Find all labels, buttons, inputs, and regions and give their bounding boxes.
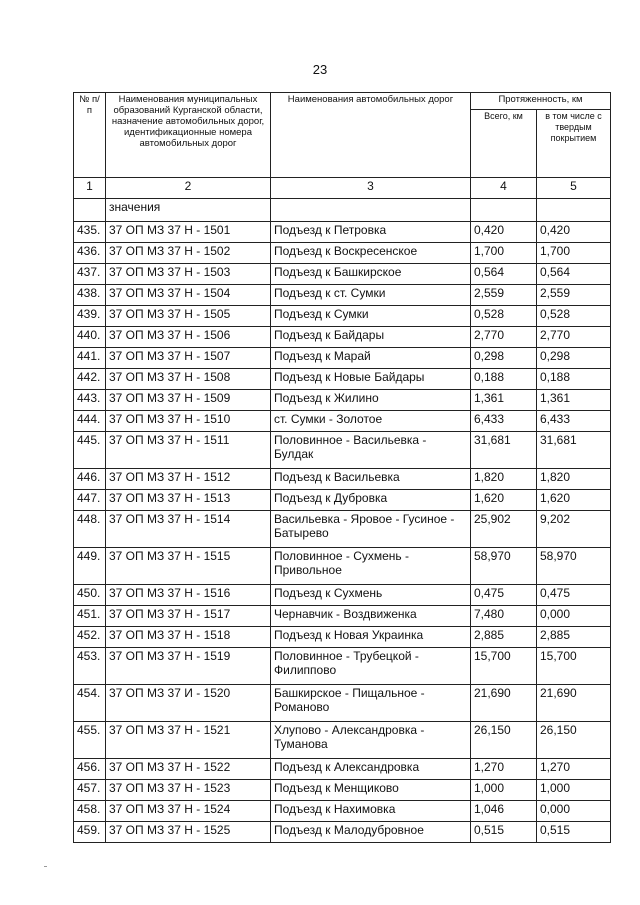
- road-name: Подъезд к Менщиково: [271, 780, 471, 801]
- road-name: Подъезд к Петровка: [271, 222, 471, 243]
- header-number: № п/п: [74, 93, 106, 178]
- road-identifier: 37 ОП МЗ 37 Н - 1521: [106, 722, 271, 759]
- column-number: 2: [106, 178, 271, 199]
- row-number: 450.: [74, 585, 106, 606]
- length-paved: 0,528: [537, 306, 611, 327]
- table-row: [74, 585, 611, 606]
- road-name: Хлупово - Александровка - Туманова: [271, 722, 471, 759]
- length-paved: 2,770: [537, 327, 611, 348]
- length-total: 0,475: [471, 585, 537, 606]
- road-identifier: 37 ОП МЗ 37 Н - 1515: [106, 548, 271, 585]
- length-total: 0,564: [471, 264, 537, 285]
- road-identifier: 37 ОП МЗ 37 Н - 1522: [106, 759, 271, 780]
- row-number: 445.: [74, 432, 106, 469]
- length-paved: 0,420: [537, 222, 611, 243]
- row-number: 442.: [74, 369, 106, 390]
- table-row: [74, 306, 611, 327]
- row-number: 457.: [74, 780, 106, 801]
- length-paved: 0,515: [537, 822, 611, 843]
- row-number: 437.: [74, 264, 106, 285]
- length-total: 1,820: [471, 469, 537, 490]
- row-number: 458.: [74, 801, 106, 822]
- row-number: 451.: [74, 606, 106, 627]
- length-paved: 1,700: [537, 243, 611, 264]
- length-paved: 1,361: [537, 390, 611, 411]
- table-row: [74, 722, 611, 759]
- road-name: Башкирское - Пищальное - Романово: [271, 685, 471, 722]
- length-paved: 15,700: [537, 648, 611, 685]
- road-name: Половинное - Васильевка - Булдак: [271, 432, 471, 469]
- continuation-cell: [271, 199, 471, 222]
- continuation-cell: [537, 199, 611, 222]
- row-number: 440.: [74, 327, 106, 348]
- row-number: 438.: [74, 285, 106, 306]
- road-name: Васильевка - Яровое - Гусиное - Батырево: [271, 511, 471, 548]
- length-total: 1,620: [471, 490, 537, 511]
- road-identifier: 37 ОП МЗ 37 И - 1520: [106, 685, 271, 722]
- length-total: 25,902: [471, 511, 537, 548]
- continuation-text: значения: [106, 199, 271, 222]
- road-name: Чернавчик - Воздвиженка: [271, 606, 471, 627]
- length-total: 1,361: [471, 390, 537, 411]
- header-road-names: Наименования автомобильных дорог: [271, 93, 471, 178]
- road-name: Подъезд к Сухмень: [271, 585, 471, 606]
- row-number: 447.: [74, 490, 106, 511]
- table-row: [74, 627, 611, 648]
- road-identifier: 37 ОП МЗ 37 Н - 1505: [106, 306, 271, 327]
- table-row: [74, 801, 611, 822]
- length-total: 2,770: [471, 327, 537, 348]
- length-total: 1,000: [471, 780, 537, 801]
- table-row: [74, 390, 611, 411]
- length-total: 0,420: [471, 222, 537, 243]
- road-identifier: 37 ОП МЗ 37 Н - 1508: [106, 369, 271, 390]
- length-total: 0,515: [471, 822, 537, 843]
- table-row: [74, 759, 611, 780]
- table-row: [74, 222, 611, 243]
- road-name: Подъезд к Байдары: [271, 327, 471, 348]
- table-row: [74, 243, 611, 264]
- road-name: Подъезд к Жилино: [271, 390, 471, 411]
- column-number: 3: [271, 178, 471, 199]
- road-identifier: 37 ОП МЗ 37 Н - 1519: [106, 648, 271, 685]
- length-total: 1,270: [471, 759, 537, 780]
- road-name: Подъезд к Воскресенское: [271, 243, 471, 264]
- road-identifier: 37 ОП МЗ 37 Н - 1513: [106, 490, 271, 511]
- length-paved: 0,298: [537, 348, 611, 369]
- row-number: 456.: [74, 759, 106, 780]
- row-number: 448.: [74, 511, 106, 548]
- page-number: 23: [312, 62, 328, 77]
- length-total: 0,188: [471, 369, 537, 390]
- table-body: [74, 199, 611, 843]
- row-number: 455.: [74, 722, 106, 759]
- road-name: Подъезд к Дубровка: [271, 490, 471, 511]
- table-row: [74, 822, 611, 843]
- length-paved: 2,885: [537, 627, 611, 648]
- table-row: [74, 469, 611, 490]
- row-number: 441.: [74, 348, 106, 369]
- length-total: 58,970: [471, 548, 537, 585]
- column-number: 5: [537, 178, 611, 199]
- road-name: Подъезд к Сумки: [271, 306, 471, 327]
- length-paved: 0,188: [537, 369, 611, 390]
- road-identifier: 37 ОП МЗ 37 Н - 1510: [106, 411, 271, 432]
- length-total: 2,559: [471, 285, 537, 306]
- table-row: [74, 327, 611, 348]
- length-paved: 31,681: [537, 432, 611, 469]
- road-name: Подъезд к Новые Байдары: [271, 369, 471, 390]
- length-total: 31,681: [471, 432, 537, 469]
- length-paved: 26,150: [537, 722, 611, 759]
- road-name: Подъезд к Башкирское: [271, 264, 471, 285]
- length-total: 1,700: [471, 243, 537, 264]
- header-total: Всего, км: [471, 110, 537, 178]
- length-total: 15,700: [471, 648, 537, 685]
- length-total: 2,885: [471, 627, 537, 648]
- road-identifier: 37 ОП МЗ 37 Н - 1507: [106, 348, 271, 369]
- table-row: [74, 490, 611, 511]
- road-identifier: 37 ОП МЗ 37 Н - 1517: [106, 606, 271, 627]
- road-identifier: 37 ОП МЗ 37 Н - 1524: [106, 801, 271, 822]
- table-row: [74, 606, 611, 627]
- road-identifier: 37 ОП МЗ 37 Н - 1504: [106, 285, 271, 306]
- continuation-cell: [74, 199, 106, 222]
- row-number: 436.: [74, 243, 106, 264]
- table-row: [74, 780, 611, 801]
- scan-mark: [44, 866, 47, 867]
- length-paved: 0,475: [537, 585, 611, 606]
- road-identifier: 37 ОП МЗ 37 Н - 1523: [106, 780, 271, 801]
- road-name: Половинное - Трубецкой - Филиппово: [271, 648, 471, 685]
- length-total: 0,528: [471, 306, 537, 327]
- table-row: [74, 411, 611, 432]
- length-total: 21,690: [471, 685, 537, 722]
- table-row: [74, 264, 611, 285]
- length-paved: 1,000: [537, 780, 611, 801]
- road-identifier: 37 ОП МЗ 37 Н - 1501: [106, 222, 271, 243]
- length-paved: 1,820: [537, 469, 611, 490]
- road-identifier: 37 ОП МЗ 37 Н - 1503: [106, 264, 271, 285]
- row-number: 449.: [74, 548, 106, 585]
- road-name: Подъезд к Новая Украинка: [271, 627, 471, 648]
- column-number: 4: [471, 178, 537, 199]
- row-number: 435.: [74, 222, 106, 243]
- length-total: 7,480: [471, 606, 537, 627]
- road-identifier: 37 ОП МЗ 37 Н - 1502: [106, 243, 271, 264]
- road-name: Подъезд к ст. Сумки: [271, 285, 471, 306]
- row-number: 459.: [74, 822, 106, 843]
- table-row: [74, 285, 611, 306]
- road-identifier: 37 ОП МЗ 37 Н - 1525: [106, 822, 271, 843]
- header-municipal: Наименования муниципальных образований Курганской области, назначение автомобильных дорог, идентификационные номера автомобильных дорог: [106, 93, 271, 178]
- table-row: [74, 432, 611, 469]
- road-name: Подъезд к Александровка: [271, 759, 471, 780]
- table-row: [74, 685, 611, 722]
- road-name: Подъезд к Малодубровное: [271, 822, 471, 843]
- length-paved: 58,970: [537, 548, 611, 585]
- row-number: 453.: [74, 648, 106, 685]
- table-row: [74, 348, 611, 369]
- row-number: 452.: [74, 627, 106, 648]
- header-length: Протяженность, км: [471, 93, 611, 110]
- road-name: Половинное - Сухмень - Привольное: [271, 548, 471, 585]
- road-identifier: 37 ОП МЗ 37 Н - 1511: [106, 432, 271, 469]
- length-total: 1,046: [471, 801, 537, 822]
- road-identifier: 37 ОП МЗ 37 Н - 1518: [106, 627, 271, 648]
- length-total: 0,298: [471, 348, 537, 369]
- table-header: [74, 93, 611, 199]
- column-number: 1: [74, 178, 106, 199]
- length-paved: 9,202: [537, 511, 611, 548]
- road-name: Подъезд к Васильевка: [271, 469, 471, 490]
- road-name: Подъезд к Марай: [271, 348, 471, 369]
- length-paved: 0,000: [537, 606, 611, 627]
- column-numbers-row: [74, 178, 611, 199]
- length-paved: 21,690: [537, 685, 611, 722]
- length-paved: 2,559: [537, 285, 611, 306]
- table-row: [74, 511, 611, 548]
- table-row: [74, 369, 611, 390]
- row-number: 446.: [74, 469, 106, 490]
- length-paved: 1,270: [537, 759, 611, 780]
- length-total: 6,433: [471, 411, 537, 432]
- length-paved: 0,564: [537, 264, 611, 285]
- length-total: 26,150: [471, 722, 537, 759]
- length-paved: 0,000: [537, 801, 611, 822]
- road-identifier: 37 ОП МЗ 37 Н - 1506: [106, 327, 271, 348]
- row-number: 443.: [74, 390, 106, 411]
- roads-table: [73, 92, 611, 843]
- header-paved: в том числе с твердым покрытием: [537, 110, 611, 178]
- continuation-cell: [471, 199, 537, 222]
- road-identifier: 37 ОП МЗ 37 Н - 1514: [106, 511, 271, 548]
- length-paved: 6,433: [537, 411, 611, 432]
- table-row: [74, 548, 611, 585]
- row-number: 444.: [74, 411, 106, 432]
- continuation-row: [74, 199, 611, 222]
- row-number: 439.: [74, 306, 106, 327]
- road-identifier: 37 ОП МЗ 37 Н - 1512: [106, 469, 271, 490]
- length-paved: 1,620: [537, 490, 611, 511]
- row-number: 454.: [74, 685, 106, 722]
- road-name: ст. Сумки - Золотое: [271, 411, 471, 432]
- road-name: Подъезд к Нахимовка: [271, 801, 471, 822]
- road-identifier: 37 ОП МЗ 37 Н - 1516: [106, 585, 271, 606]
- header-row: [74, 93, 611, 110]
- road-identifier: 37 ОП МЗ 37 Н - 1509: [106, 390, 271, 411]
- table-row: [74, 648, 611, 685]
